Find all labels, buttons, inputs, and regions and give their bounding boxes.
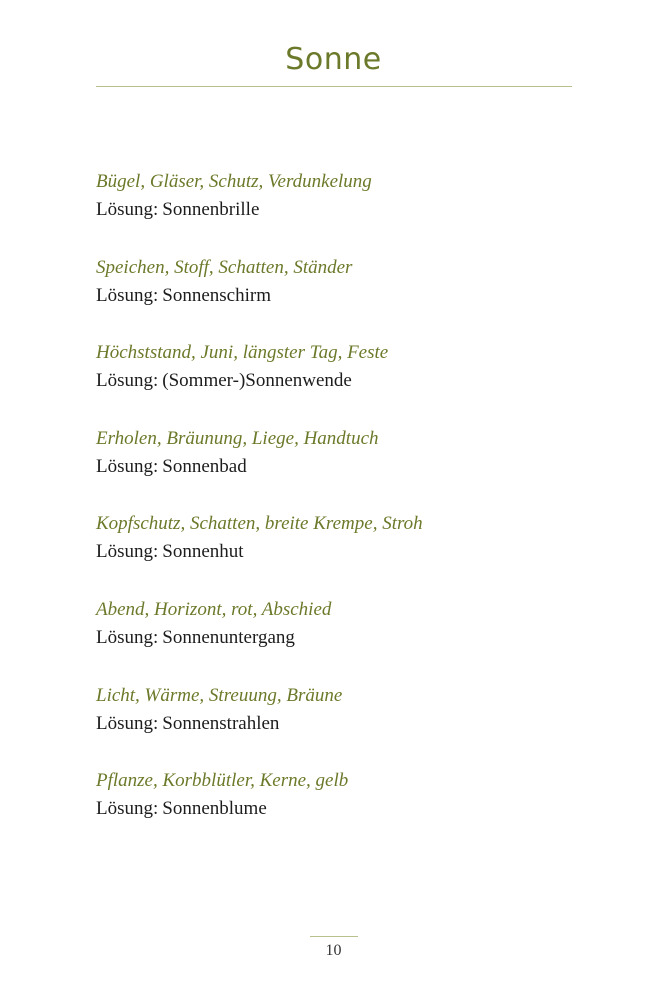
solution-text: Sonnenbad [162,455,247,477]
riddle-answer-line [96,282,576,310]
solution-label: Lösung: [96,541,159,563]
solution-text: Sonnenblume [162,798,267,820]
solution-text: Sonnenhut [162,541,244,563]
riddle-item [96,596,576,682]
page-title: Sonne [285,42,382,77]
riddle-clue: Bügel, Gläser, Schutz, Verdunkelung [96,171,372,192]
riddle-clue: Kopfschutz, Schatten, breite Krempe, Stroh [96,513,423,535]
riddle-clue: Pflanze, Korbblütler, Kerne, gelb [96,770,349,792]
solution-label: Lösung: [96,798,159,820]
page-number: 10 [325,942,342,959]
solution-label: Lösung: [96,284,159,306]
solution-text: Sonnenuntergang [162,626,295,648]
solution-label: Lösung: [96,455,159,477]
riddle-answer-line [96,367,576,395]
solution-text: (Sommer-)Sonnenwende [162,370,352,392]
riddle-item [96,339,576,425]
riddle-answer-line [96,196,576,224]
riddle-item [96,510,576,596]
riddle-clue: Speichen, Stoff, Schatten, Ständer [96,256,353,278]
solution-label: Lösung: [96,712,159,734]
solution-text: Sonnenschirm [162,284,271,306]
riddle-item [96,254,576,340]
footer-divider [310,936,358,937]
title-divider [96,86,572,87]
riddle-item [96,425,576,511]
solution-label: Lösung: [96,199,159,220]
solution-label: Lösung: [96,626,159,648]
riddle-clue: Höchststand, Juni, längster Tag, Feste [96,342,389,364]
riddle-item [96,682,576,768]
riddle-answer-line [96,538,576,566]
riddle-item [96,168,576,254]
riddle-clue: Abend, Horizont, rot, Abschied [96,598,332,620]
riddle-list [96,168,576,853]
solution-label: Lösung: [96,370,159,392]
solution-text: Sonnenstrahlen [162,712,280,734]
riddle-answer-line [96,624,576,652]
riddle-answer-line [96,710,576,738]
riddle-clue: Licht, Wärme, Streuung, Bräune [96,684,343,706]
riddle-answer-line [96,795,576,823]
riddle-answer-line [96,453,576,481]
riddle-item [96,767,576,853]
riddle-clue: Erholen, Bräunung, Liege, Handtuch [96,427,379,449]
solution-text: Sonnenbrille [162,199,260,220]
